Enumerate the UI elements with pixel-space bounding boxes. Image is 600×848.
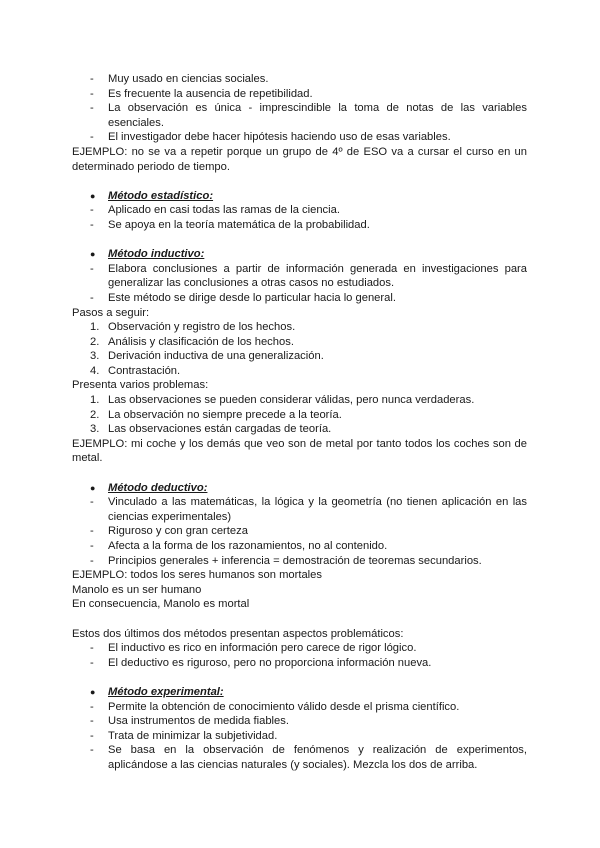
list-item: - Riguroso y con gran certeza: [72, 524, 527, 539]
numbered-item: 1. Observación y registro de los hechos.: [90, 321, 296, 334]
document-page: [72, 72, 527, 773]
heading-text: Método deductivo:: [108, 481, 208, 494]
bullet-icon: ●: [90, 190, 96, 201]
bullet-icon: ●: [90, 686, 96, 697]
list-item: - Usa instrumentos de medida fiables.: [72, 714, 527, 729]
example-line: Manolo es un ser humano: [72, 583, 202, 596]
heading-text: Método experimental:: [108, 685, 224, 698]
example-paragraph: EJEMPLO: mi coche y los demás que veo son de metal por tanto todos los coches son de metal.: [72, 437, 527, 465]
bullet-icon: ●: [90, 482, 96, 493]
example-paragraph: EJEMPLO: no se va a repetir porque un grupo de 4º de ESO va a cursar el curso en un determinado periodo de tiempo.: [72, 145, 527, 173]
list-item: - Este método se dirige desde lo particular hacia lo general.: [72, 291, 527, 306]
heading-metodo-experimental: [72, 685, 527, 700]
list-item: - El investigador debe hacer hipótesis haciendo uso de esas variables.: [72, 130, 527, 145]
heading-metodo-estadistico: [72, 189, 527, 204]
list-item: - Muy usado en ciencias sociales.: [72, 72, 527, 87]
comparison-intro: Estos dos últimos dos métodos presentan aspectos problemáticos:: [72, 627, 404, 640]
list-item: - Vinculado a las matemáticas, la lógica y la geometría (no tienen aplicación en las ciencias experimentales): [72, 495, 527, 524]
list-item: - Es frecuente la ausencia de repetibilidad.: [72, 87, 527, 102]
heading-text: Método inductivo:: [108, 248, 205, 261]
numbered-item: 3. Derivación inductiva de una generalización.: [90, 350, 324, 363]
example-line: EJEMPLO: todos los seres humanos son mortales: [72, 569, 322, 582]
list-item: - Trata de minimizar la subjetividad.: [72, 729, 527, 744]
list-item: - El deductivo es riguroso, pero no proporciona información nueva.: [72, 656, 527, 671]
numbered-item: 1. Las observaciones se pueden considerar válidas, pero nunca verdaderas.: [90, 394, 475, 407]
list-item: - El inductivo es rico en información pero carece de rigor lógico.: [72, 641, 527, 656]
numbered-item: 2. La observación no siempre precede a la teoría.: [90, 408, 342, 421]
heading-metodo-inductivo: [72, 247, 527, 262]
list-item: - Se basa en la observación de fenómenos y realización de experimentos, aplicándose a las ciencias naturales (y sociales). Mezcla los dos de arriba.: [72, 743, 527, 772]
list-item: - Permite la obtención de conocimiento válido desde el prisma científico.: [72, 700, 527, 715]
bullet-icon: ●: [90, 249, 96, 260]
list-item: - Principios generales + inferencia = demostración de teoremas secundarios.: [72, 554, 527, 569]
heading-text: Método estadístico:: [108, 189, 214, 202]
heading-metodo-deductivo: [72, 481, 527, 496]
steps-label: Pasos a seguir:: [72, 306, 150, 319]
list-item: - Afecta a la forma de los razonamientos, no al contenido.: [72, 539, 527, 554]
numbered-item: 3. Las observaciones están cargadas de teoría.: [90, 423, 332, 436]
list-item: - Elabora conclusiones a partir de información generada en investigaciones para generalizar las conclusiones a otras casos no estudiados.: [72, 262, 527, 291]
numbered-item: 2. Análisis y clasificación de los hechos.: [90, 335, 294, 348]
example-line: En consecuencia, Manolo es mortal: [72, 598, 250, 611]
list-item: - La observación es única - imprescindible la toma de notas de las variables esenciales.: [72, 101, 527, 130]
numbered-item: 4. Contrastación.: [90, 364, 181, 377]
list-item: - Aplicado en casi todas las ramas de la ciencia.: [72, 203, 527, 218]
list-item: - Se apoya en la teoría matemática de la probabilidad.: [72, 218, 527, 233]
problems-label: Presenta varios problemas:: [72, 379, 209, 392]
